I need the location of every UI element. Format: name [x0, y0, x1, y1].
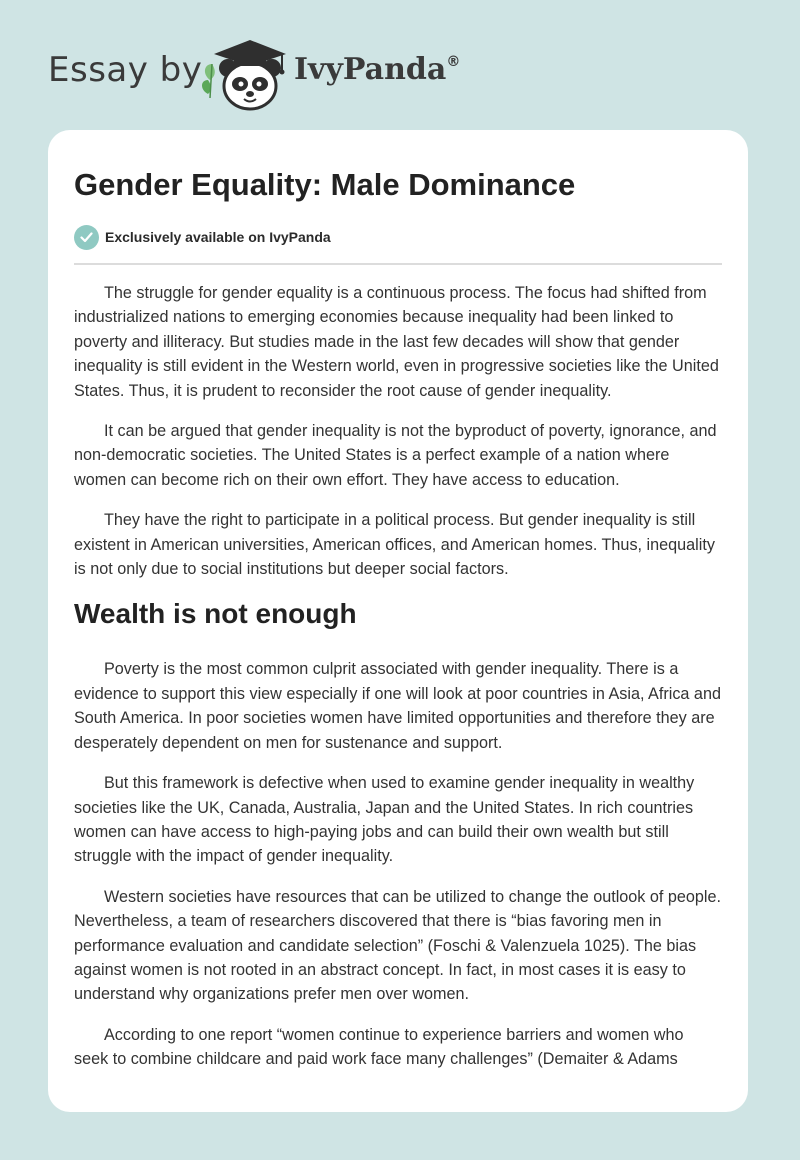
section-heading: Wealth is not enough [74, 598, 357, 630]
paragraph: It can be argued that gender inequality is not the byproduct of poverty, ignorance, and non-democratic societies. The United States is a perfect example of a nation where women can become rich on their own effort. They have access to education. [74, 422, 717, 489]
paragraph: But this framework is defective when used to examine gender inequality in wealthy societies like the UK, Canada, Australia, Japan and the United States. In rich countries women can have access to high-paying jobs and can build their own wealth but still struggle with the impact of gender inequality. [74, 774, 695, 866]
brand-text: IvyPanda [294, 52, 447, 87]
exclusive-label: Exclusively available on IvyPanda [105, 229, 331, 245]
brand-name[interactable] [294, 52, 460, 87]
page-title: Gender Equality: Male Dominance [74, 167, 576, 202]
paragraph: Poverty is the most common culprit associated with gender inequality. There is a evidence to support this view especially if one will look at poor countries in Asia, Africa and South America. In poor societies women have limited opportunities and therefore they are desperately dependent on men for sustenance and support. [74, 660, 721, 752]
panda-logo-icon[interactable] [198, 34, 298, 112]
divider [74, 263, 722, 265]
essay-content [74, 281, 722, 1072]
essay-by-text: Essay by [48, 50, 203, 90]
essay-card [48, 130, 748, 1112]
paragraph: Western societies have resources that can be utilized to change the outlook of people. Nevertheless, a team of researchers discovered that there is “bias favoring men in performance evaluation and candidate selection” (Foschi & Valenzuela 1025). The bias against women is not rooted in an abstract concept. In fact, in most cases it is easy to understand why organizations prefer men over women. [74, 887, 722, 1004]
exclusive-badge [74, 224, 722, 250]
site-header [0, 0, 800, 130]
checkmark-icon [74, 225, 99, 250]
paragraph: They have the right to participate in a political process. But gender inequality is still existent in American universities, American offices, and American homes. Thus, inequality is not only due to social institutions but deeper social factors. [74, 511, 715, 579]
registered-mark: ® [446, 54, 461, 70]
paragraph: The struggle for gender equality is a continuous process. The focus had shifted from industrialized nations to emerging economies because inequality had been linked to poverty and illiteracy. But studies made in the last few decades will show that gender inequality is still evident in the Western world, even in progressive societies like the United States. Thus, it is prudent to reconsider the root cause of gender inequality. [74, 284, 719, 400]
paragraph: According to one report “women continue to experience barriers and women who seek to combine childcare and paid work face many challenges” (Demaiter & Adams [74, 1025, 684, 1069]
